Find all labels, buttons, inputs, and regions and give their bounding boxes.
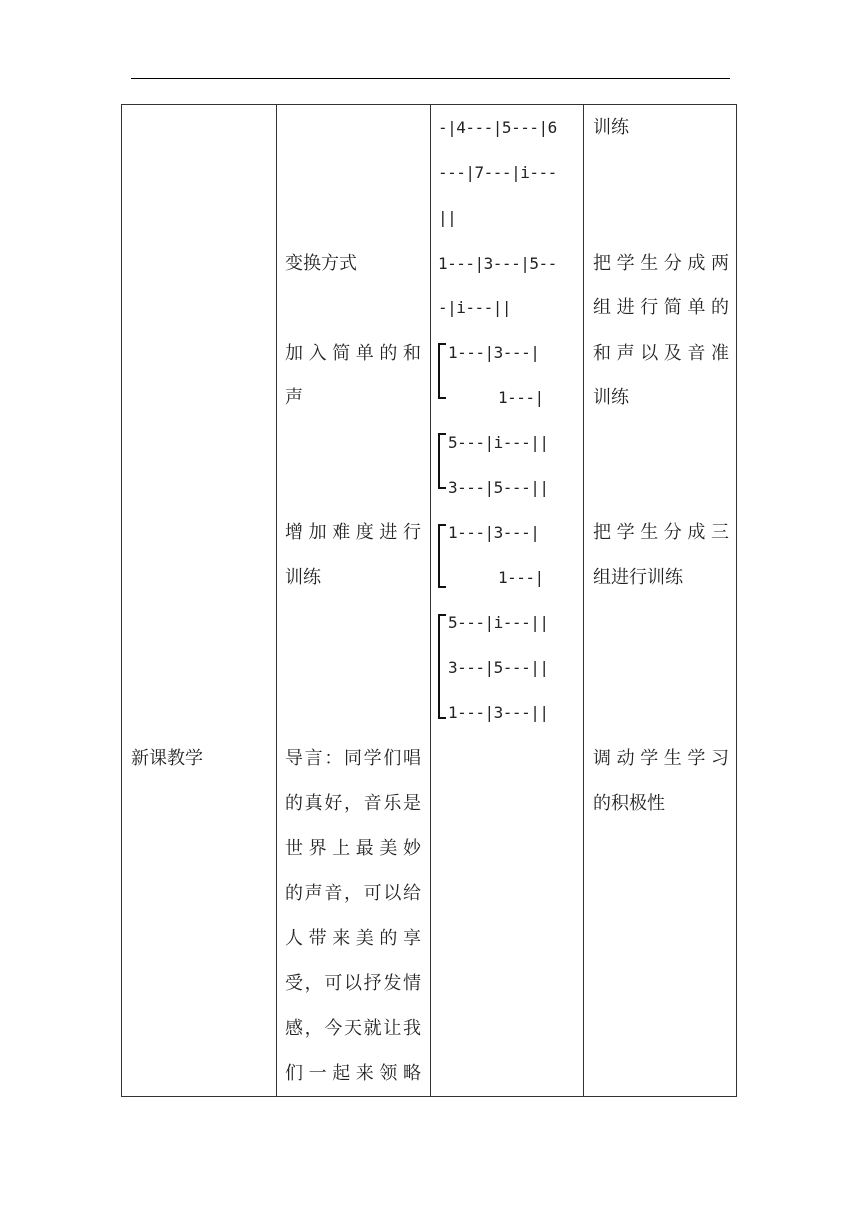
note-text: 组进行简单的: [593, 297, 729, 318]
note-text: 和声以及音准: [593, 343, 729, 364]
notation-line: 1---|3---|: [448, 343, 540, 362]
column-divider: [430, 105, 431, 1096]
column-divider: [583, 105, 584, 1096]
harmony-bracket: [438, 343, 446, 399]
notation-line: 1---|3---|: [448, 523, 540, 542]
intro-line: 的声音，可以给: [285, 883, 421, 904]
notation-line: 3---|5---||: [448, 478, 549, 497]
notation-line: 5---|i---||: [448, 613, 549, 632]
activity-difficulty-line1: 增加难度进行: [285, 522, 421, 543]
note-text: 的积极性: [593, 793, 665, 814]
harmony-bracket: [438, 524, 446, 588]
harmony-bracket: [438, 614, 446, 719]
activity-harmony-line1: 加入简单的和: [285, 343, 421, 364]
intro-line: 们一起来领略: [285, 1063, 421, 1084]
intro-line: 人带来美的享: [285, 928, 421, 949]
intro-line: 世界上最美妙: [285, 838, 421, 859]
intro-line: 受，可以抒发情: [285, 973, 421, 994]
notation-line: 1---|3---||: [448, 703, 549, 722]
notation-line: -|4---|5---|6: [438, 118, 557, 137]
note-text: 把学生分成三: [593, 522, 729, 543]
notation-line: -|i---||: [438, 298, 512, 317]
note-text: 把学生分成两: [593, 253, 729, 274]
intro-line: 的真好，音乐是: [285, 793, 421, 814]
notation-line: 1---|: [498, 388, 544, 407]
section-label: 新课教学: [131, 748, 203, 769]
activity-harmony-line2: 声: [285, 387, 303, 408]
notation-line: 1---|: [498, 568, 544, 587]
notation-line: 1---|3---|5--: [438, 254, 557, 273]
intro-line: 导言：同学们唱: [285, 748, 421, 769]
activity-change-method: 变换方式: [285, 253, 357, 274]
note-text: 训练: [593, 387, 629, 408]
note-text: 训练: [593, 117, 629, 138]
notation-line: ||: [438, 208, 457, 227]
activity-difficulty-line2: 训练: [285, 567, 321, 588]
intro-line: 感，今天就让我: [285, 1018, 421, 1039]
note-text: 组进行训练: [593, 567, 683, 588]
notation-line: ---|7---|i---: [438, 163, 557, 182]
header-rule: [131, 78, 730, 79]
harmony-bracket: [438, 433, 446, 489]
notation-line: 3---|5---||: [448, 658, 549, 677]
column-divider: [276, 105, 277, 1096]
notation-line: 5---|i---||: [448, 433, 549, 452]
note-text: 调动学生学习: [593, 748, 729, 769]
